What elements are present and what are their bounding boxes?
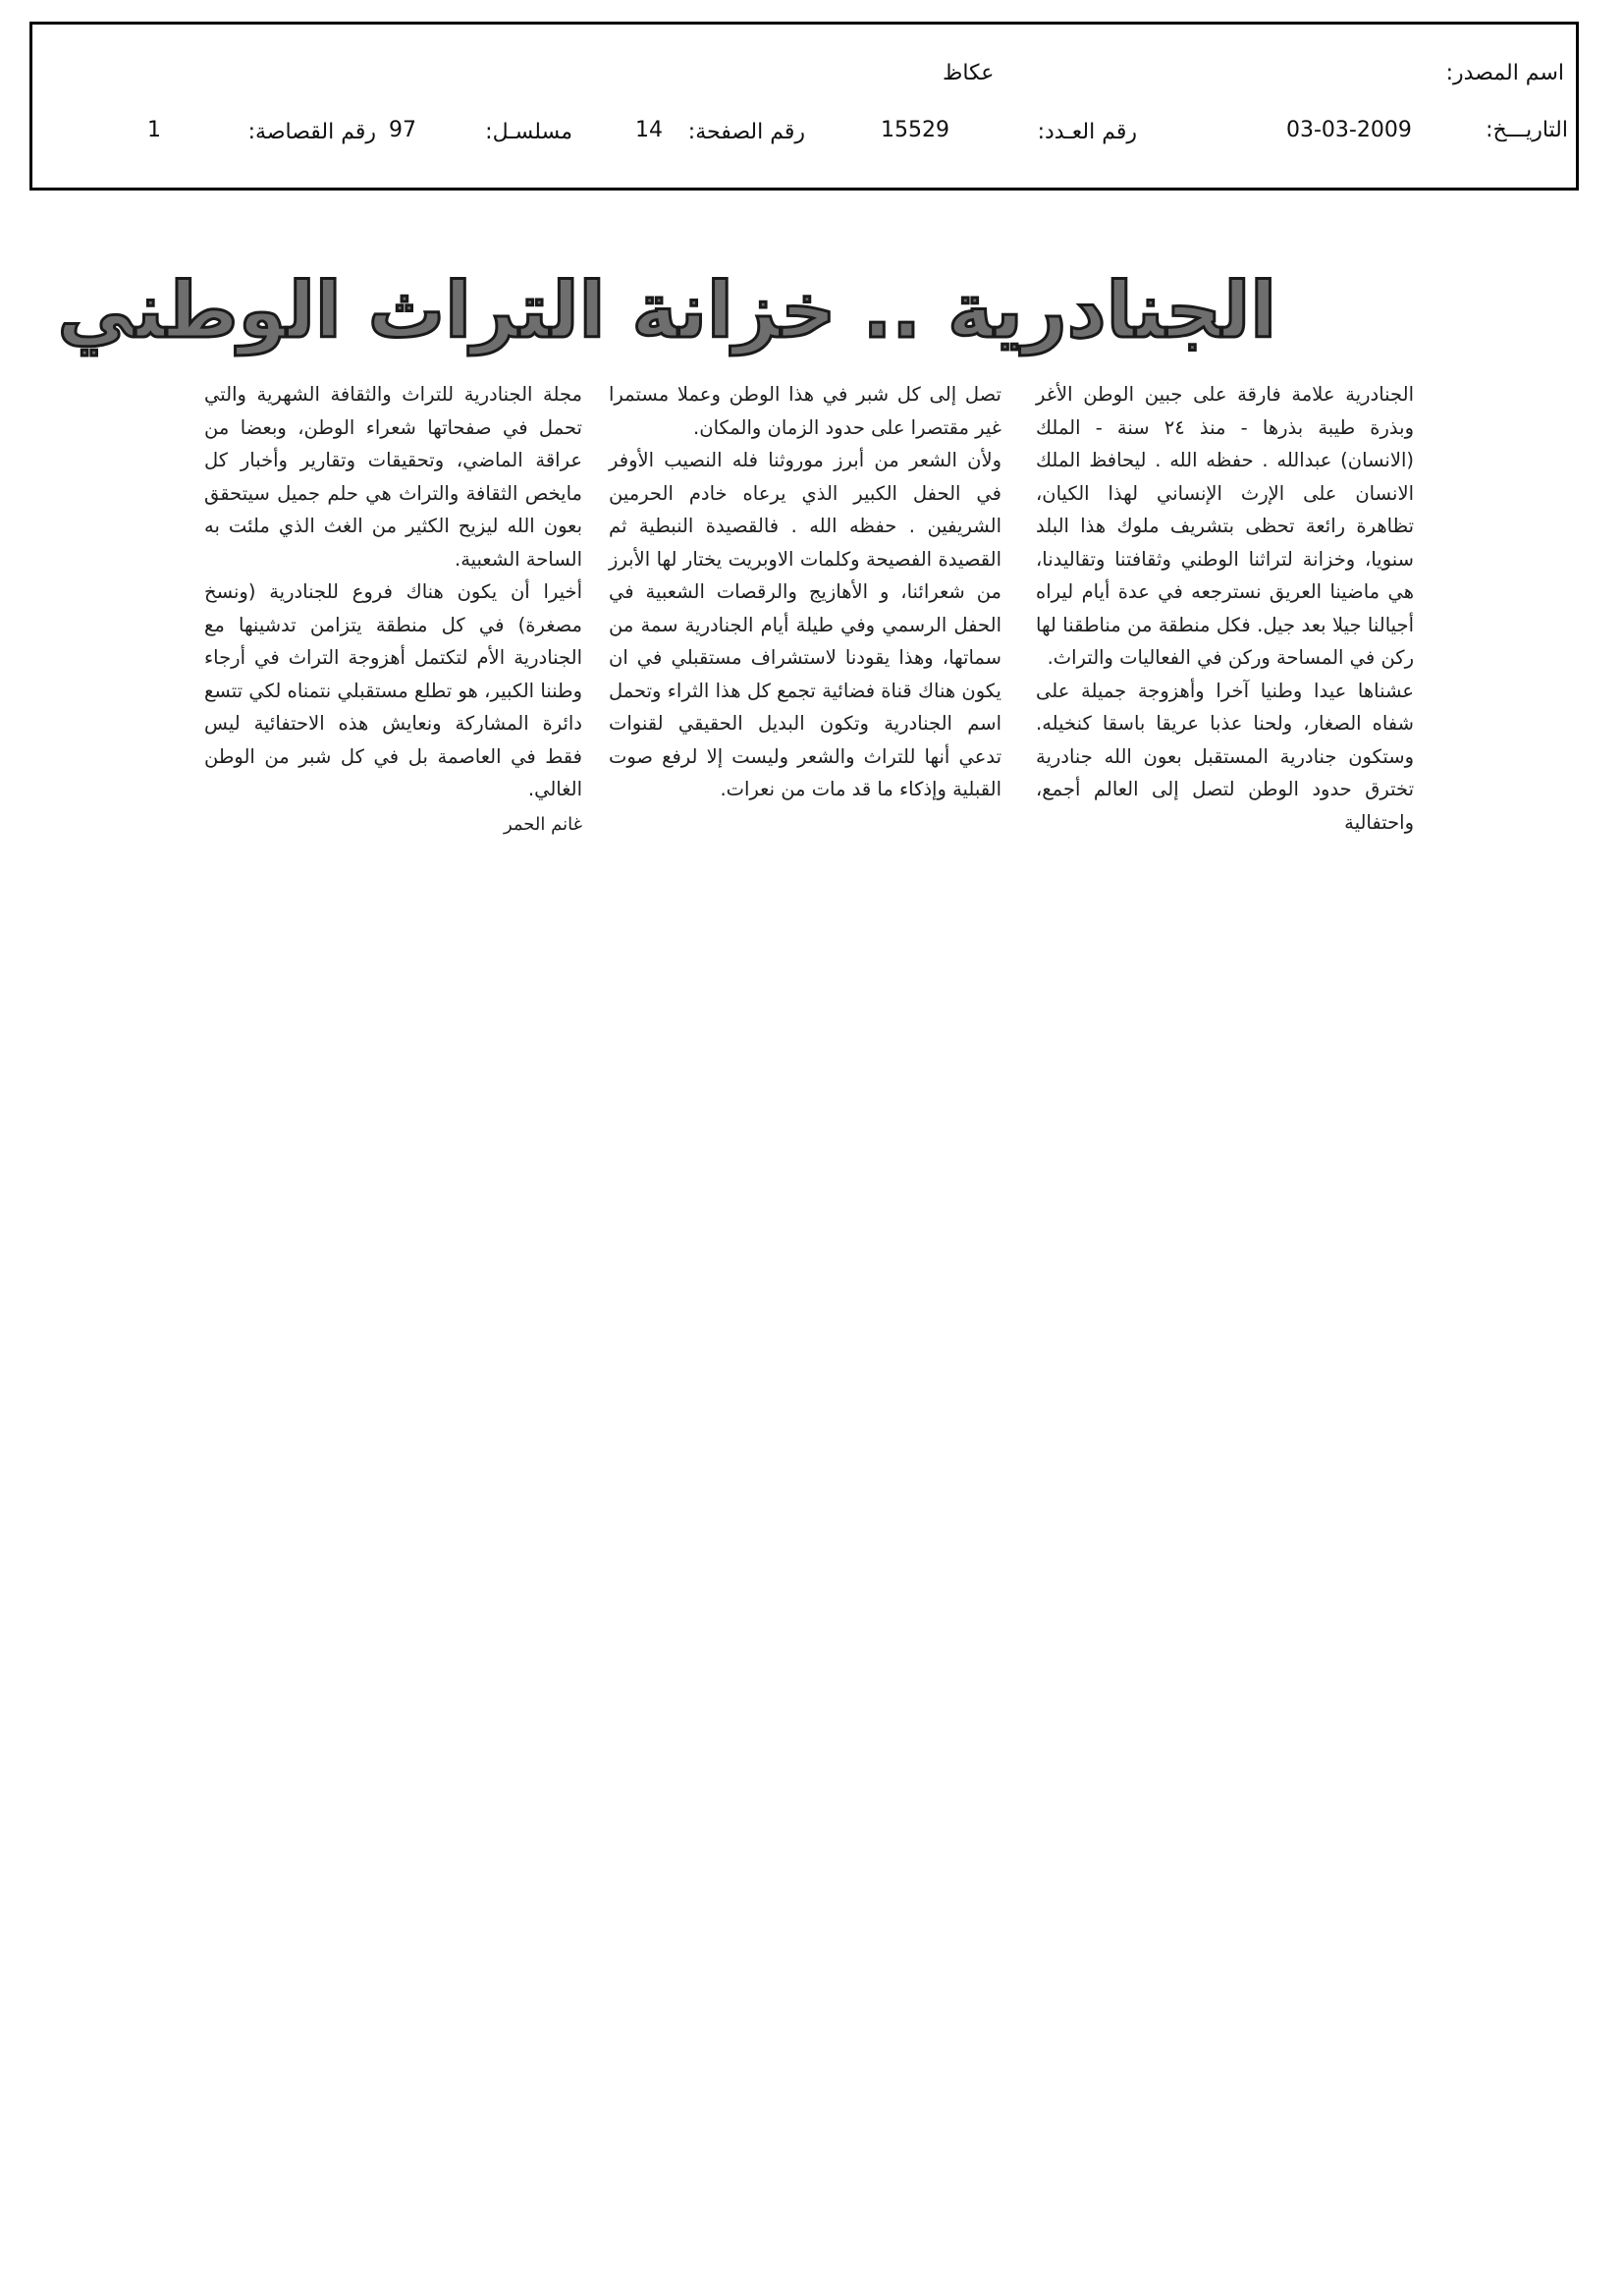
clip-label: رقم القصاصة: [247, 120, 376, 144]
serial-label: مسلسـل: [485, 120, 572, 144]
article-column-1 [1036, 378, 1414, 839]
article-column-3 [204, 378, 582, 841]
paragraph: تصل إلى كل شبر في هذا الوطن وعملا مستمرا غير مقتصرا على حدود الزمان والمكان. [609, 383, 1001, 439]
paragraph: مجلة الجنادرية للتراث والثقافة الشهرية والتي تحمل في صفحاتها شعراء الوطن، وبعضا من عراقة الماضي، وتحقيقات وتقارير وأخبار كل مايخص الثقافة والتراث هي حلم جميل سيتحقق بعون الله ليزيح الكثير من الغث الذي ملئت به الساحة الشعبية. [204, 383, 582, 571]
clip-value: 1 [147, 118, 161, 142]
date-label: التاريـــخ: [1486, 118, 1568, 142]
source-value: عكاظ [943, 61, 995, 85]
article-headline: الجنادرية .. خزانة التراث الوطني [57, 267, 1276, 355]
issue-label: رقم العـدد: [1037, 120, 1137, 144]
source-label: اسم المصدر: [1445, 61, 1564, 85]
paragraph: أخيرا أن يكون هناك فروع للجنادرية (ونسخ مصغرة) في كل منطقة يتزامن تدشينها مع الجنادرية الأم لتكتمل أهزوجة التراث في أرجاء وطننا الكبير، هو تطلع مستقبلي نتمناه لكي تتسع دائرة المشاركة ونعايش هذه الاحتفائية ليس فقط في العاصمة بل في كل شبر من الوطن الغالي. [204, 580, 582, 800]
date-value: 03-03-2009 [1286, 118, 1412, 142]
paragraph: ولأن الشعر من أبرز موروثنا فله النصيب الأوفر في الحفل الكبير الذي يرعاه خادم الحرمين الشريفين . حفظه الله . فالقصيدة النبطية ثم القصيدة الفصيحة وكلمات الاوبريت يختار لها الأبرز من شعرائنا، و الأهازيج والرقصات الشعبية في الحفل الرسمي وفي طيلة أيام الجنادرية سمة من سماتها، وهذا يقودنا لاستشراف مستقبلي في ان يكون هناك قناة فضائية تجمع كل هذا الثراء وتحمل اسم الجنادرية وتكون البديل الحقيقي لقنوات تدعي أنها للتراث والشعر وليست إلا لرفع صوت القبلية وإذكاء ما قد مات من نعرات. [609, 449, 1001, 800]
paragraph: عشناها عيدا وطنيا آخرا وأهزوجة جميلة على شفاه الصغار، ولحنا عذبا عريقا باسقا كنخيله. وستكون جنادرية المستقبل بعون الله جنادرية تخترق حدود الوطن لتصل إلى العالم أجمع، واحتفالية [1036, 679, 1414, 834]
page-label: رقم الصفحة: [687, 120, 805, 144]
issue-value: 15529 [881, 118, 949, 142]
serial-value: 97 [389, 118, 416, 142]
paragraph: الجنادرية علامة فارقة على جبين الوطن الأغر وبذرة طيبة بذرها - منذ ٢٤ سنة - الملك (الانسان) عبدالله . حفظه الله . ليحافظ الملك الانسان على الإرث الإنساني لهذا الكيان، تظاهرة رائعة تحظى بتشريف ملوك هذا البلد سنويا، وخزانة لتراثنا الوطني وثقافتنا وتقاليدنا، هي ماضينا العريق نسترجعه في عدة أيام ليراه أجيالنا جيلا بعد جيل. فكل منطقة من مناطقنا لها ركن في المساحة وركن في الفعاليات والتراث. [1036, 383, 1414, 669]
author-name: غانم الحمر [503, 813, 582, 835]
header-box [29, 22, 1579, 191]
page-value: 14 [635, 118, 663, 142]
article-column-2 [609, 378, 1001, 806]
